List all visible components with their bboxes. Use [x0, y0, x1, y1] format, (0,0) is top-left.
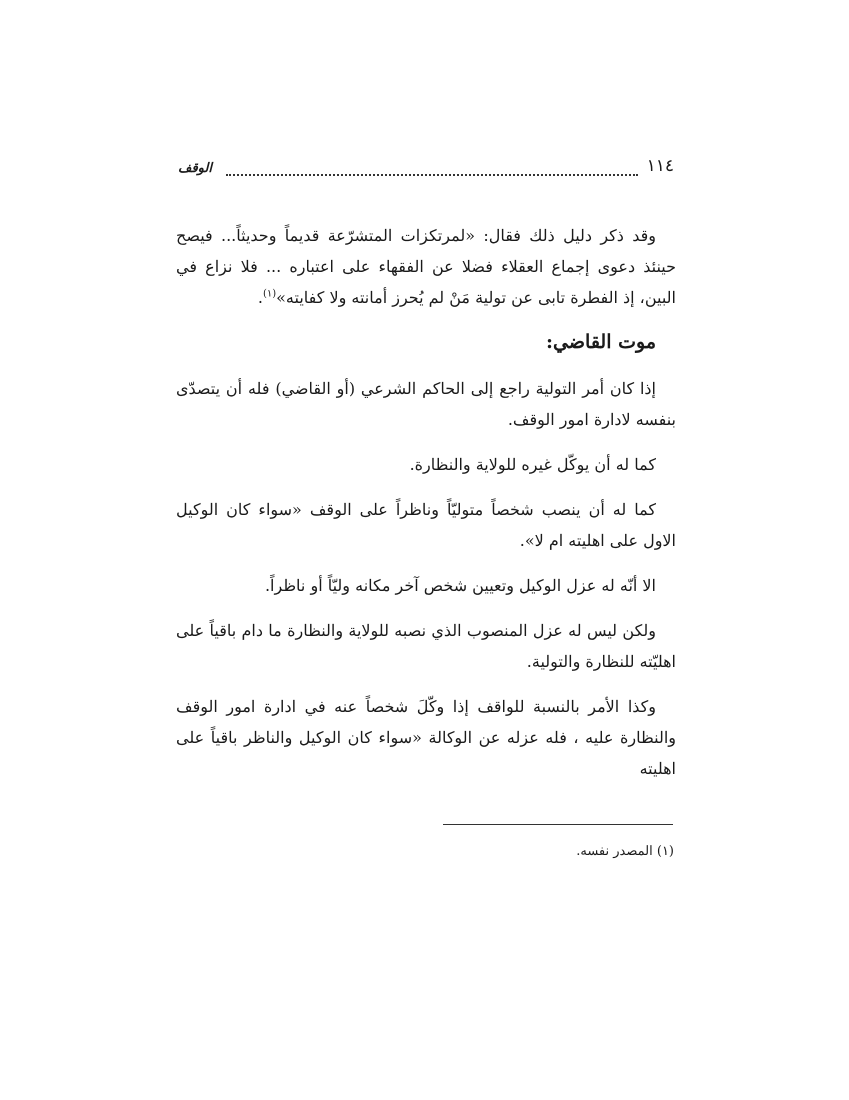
- paragraph-2: إذا كان أمر التولية راجع إلى الحاكم الشرعي (أو القاضي) فله أن يتصدّى بنفسه لادارة امور الوقف.: [176, 379, 676, 429]
- paragraph-3: كما له أن يوكّل غيره للولاية والنظارة.: [409, 455, 656, 474]
- running-title: الوقف: [178, 161, 212, 176]
- paragraph-1: [176, 220, 676, 313]
- footnote-1: (١) المصدر نفسه.: [576, 844, 674, 859]
- page-number: ١١٤: [646, 156, 674, 176]
- paragraph-4: كما له أن ينصب شخصاً متوليّاً وناظراً على الوقف «سواء كان الوكيل الاول على اهليته ام لا».: [176, 500, 676, 550]
- header-dotted-leader: [226, 174, 638, 176]
- paragraph-6: ولكن ليس له عزل المنصوب الذي نصبه للولاية والنظارة ما دام باقياً على اهليّته للنظارة والتولية.: [176, 621, 676, 671]
- footnote-reference: (١): [262, 288, 277, 300]
- paragraph-1-end: .: [257, 288, 263, 307]
- page-header: [178, 150, 674, 184]
- paragraph-5: الا أنّه له عزل الوكيل وتعيين شخص آخر مكانه وليّاً أو ناظراً.: [264, 576, 656, 595]
- section-heading: موت القاضي:: [546, 331, 656, 353]
- main-text: [176, 220, 676, 798]
- paragraph-1-text: وقد ذكر دليل ذلك فقال: «لمرتكزات المتشرّعة قديماً وحديثاً... فيصح حينئذ دعوى إجماع العقلاء فضلا عن الفقهاء على اعتباره ... فلا نزاع في البين، إذ الفطرة تابى عن تولية مَنْ لم يُحرز أمانته ولا كفايته»: [176, 226, 676, 307]
- footnote-separator: [443, 824, 673, 825]
- paragraph-7: وكذا الأمر بالنسبة للواقف إذا وكّلَ شخصاً عنه في ادارة امور الوقف والنظارة عليه ، فله عزله عن الوكالة «سواء كان الوكيل والناظر باقياً على اهليته: [176, 697, 676, 778]
